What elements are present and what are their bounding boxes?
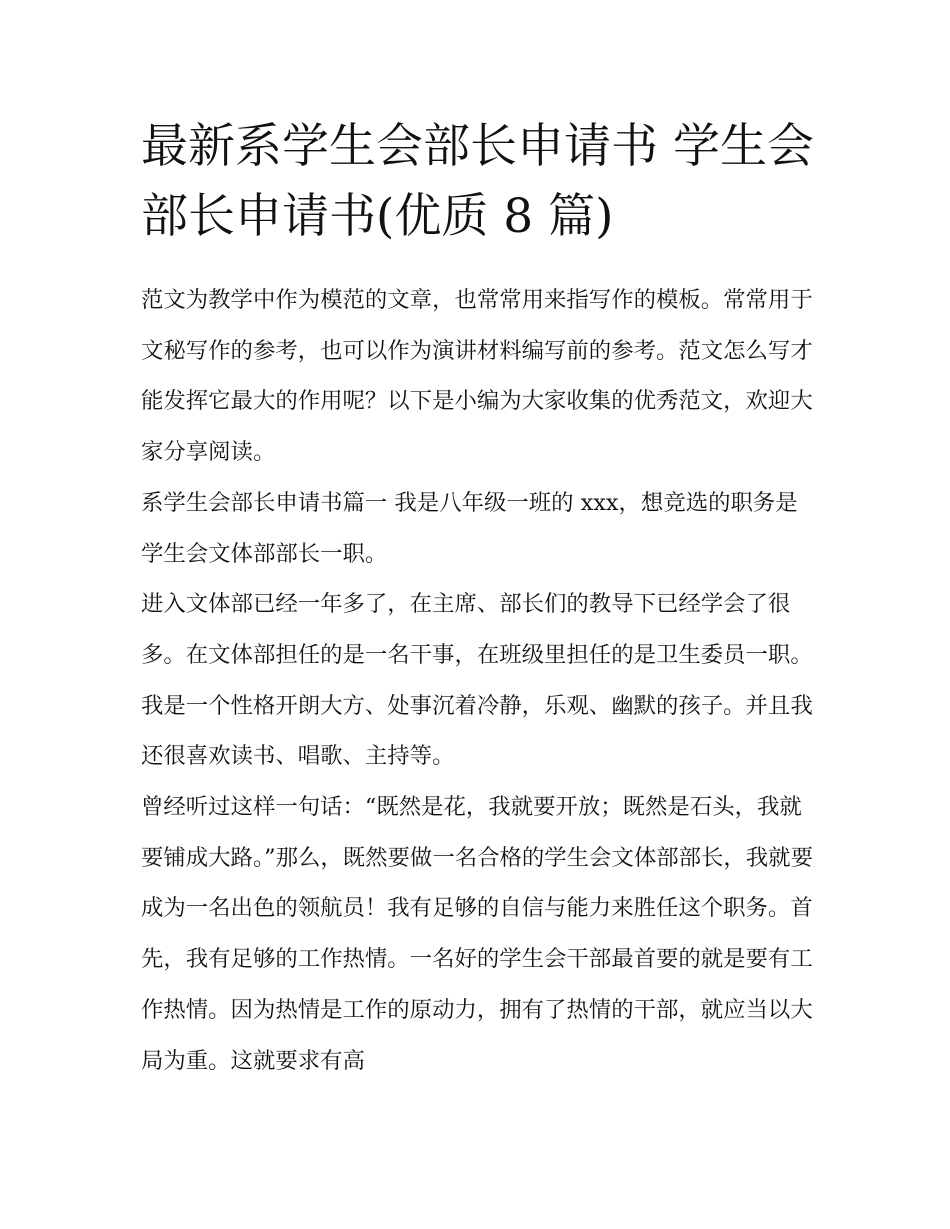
document-body	[141, 275, 813, 1086]
paragraph-motivation: 曾经听过这样一句话：“既然是花，我就要开放；既然是石头，我就要铺成大路。”那么，既然要做一名合格的学生会文体部部长，我就要成为一名出色的领航员！我有足够的自信与能力来胜任这个职务。首先，我有足够的工作热情。一名好的学生会干部最首要的就是要有工作热情。因为热情是工作的原动力，拥有了热情的干部，就应当以大局为重。这就要求有高	[141, 794, 813, 1074]
document-title: 最新系学生会部长申请书 学生会部长申请书(优质 8 篇)	[141, 119, 814, 244]
paragraph-intro: 范文为教学中作为模范的文章，也常常用来指写作的模板。常常用于文秘写作的参考，也可以作为演讲材料编写前的参考。范文怎么写才能发挥它最大的作用呢？以下是小编为大家收集的优秀范文，欢迎大家分享阅读。	[141, 287, 813, 466]
paragraph-application-opening: 系学生会部长申请书篇一 我是八年级一班的 xxx，想竞选的职务是学生会文体部部长一职。	[141, 489, 798, 567]
paragraph-experience: 进入文体部已经一年多了，在主席、部长们的教导下已经学会了很多。在文体部担任的是一名干事，在班级里担任的是卫生委员一职。我是一个性格开朗大方、处事沉着冷静，乐观、幽默的孩子。并且我还很喜欢读书、唱歌、主持等。	[141, 591, 813, 770]
